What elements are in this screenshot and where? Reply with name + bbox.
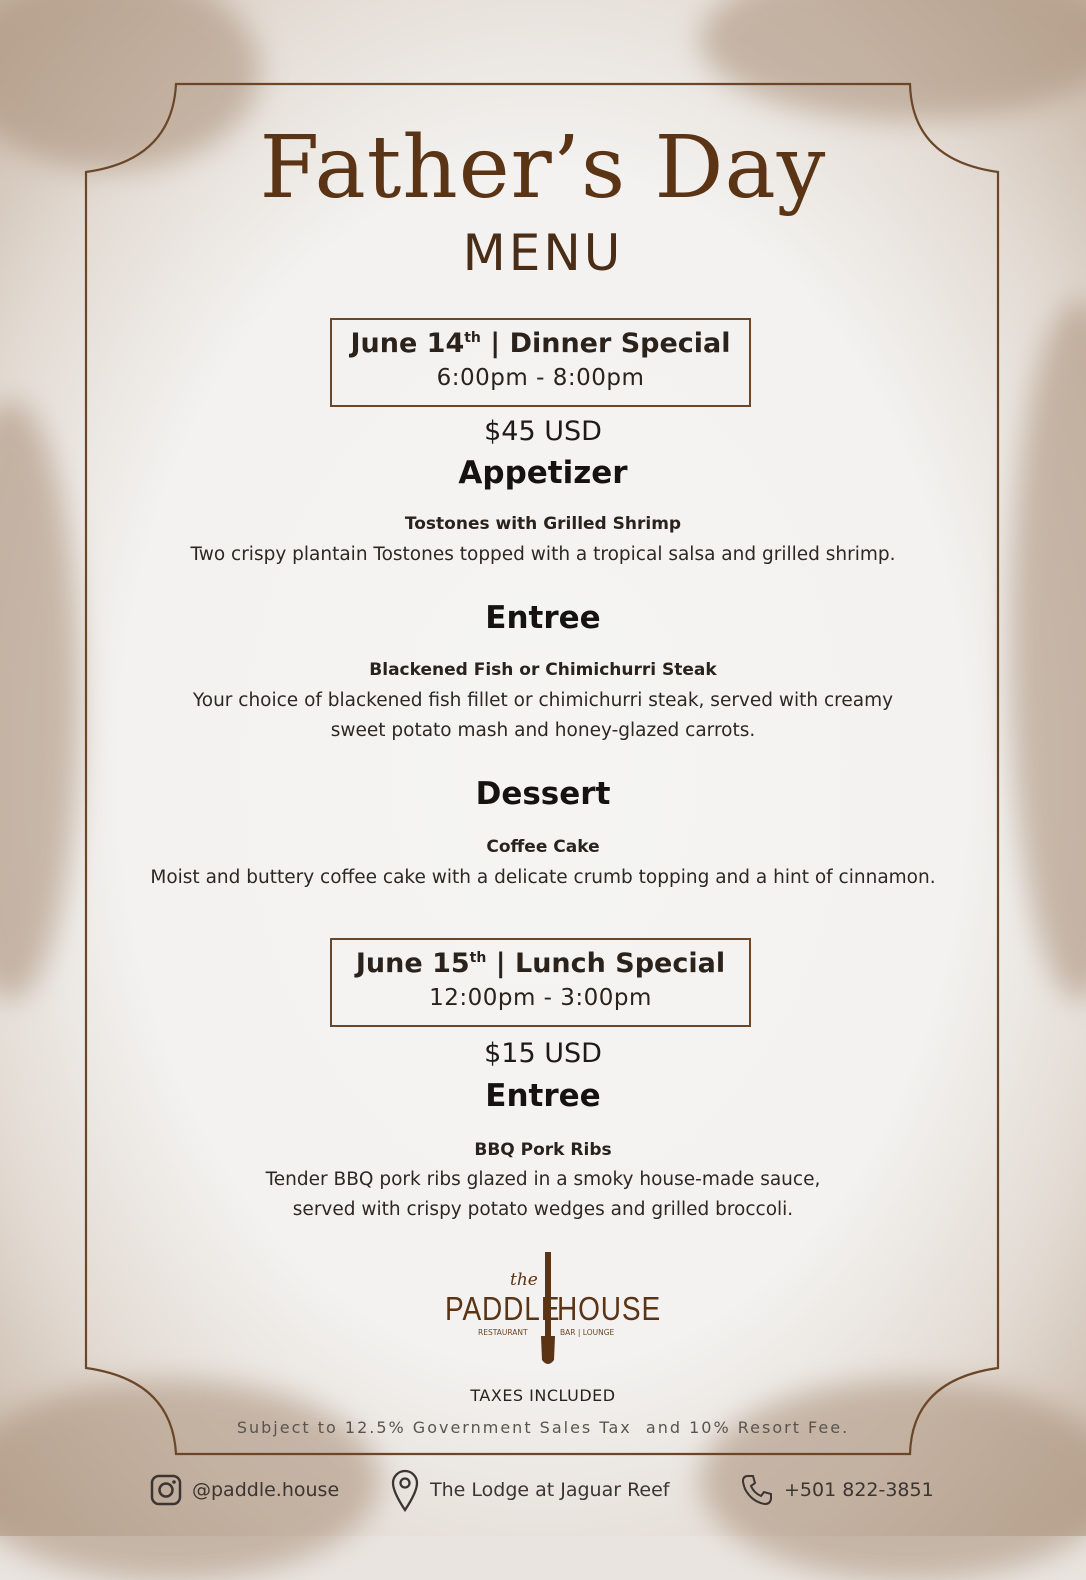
lunch-time: 12:00pm - 3:00pm: [429, 985, 652, 1011]
lunch-heading: June 15th | Lunch Special: [355, 948, 726, 979]
logo-the: the: [510, 1270, 538, 1290]
logo-paddle: PADDLE: [445, 1290, 561, 1327]
lunch-special-box: [330, 938, 751, 1027]
course-heading-dessert: Dessert: [475, 776, 611, 812]
dinner-price: $45 USD: [484, 416, 602, 447]
page-title: Father’s Day: [259, 118, 827, 218]
course-heading-entree: Entree: [485, 600, 601, 636]
phone-icon: [740, 1473, 774, 1507]
logo-house: HOUSE: [557, 1290, 662, 1327]
map-pin-icon: [390, 1468, 420, 1512]
logo-tag-restaurant: RESTAURANT: [478, 1328, 528, 1337]
tax-note: Subject to 12.5% Government Sales Tax and 10% Resort Fee.: [236, 1418, 850, 1437]
footer-phone[interactable]: [740, 1470, 934, 1510]
dish-name-tostones: Tostones with Grilled Shrimp: [404, 514, 682, 534]
course-heading-appetizer: Appetizer: [458, 455, 628, 491]
dinner-special-box: [330, 318, 751, 407]
dish-name-bbq-ribs: BBQ Pork Ribs: [474, 1140, 612, 1160]
dish-description: sweet potato mash and honey-glazed carrots.: [330, 720, 756, 741]
location-text: The Lodge at Jaguar Reef: [430, 1479, 670, 1501]
dish-description: Two crispy plantain Tostones topped with a tropical salsa and grilled shrimp.: [190, 544, 896, 565]
footer-instagram[interactable]: [150, 1470, 339, 1510]
dinner-heading: June 14th | Dinner Special: [350, 328, 731, 359]
instagram-handle: @paddle.house: [192, 1479, 340, 1501]
instagram-icon: [150, 1474, 182, 1506]
dish-description: served with crispy potato wedges and grilled broccoli.: [292, 1199, 794, 1220]
dish-description: Tender BBQ pork ribs glazed in a smoky house-made sauce,: [265, 1169, 821, 1190]
dish-description: Your choice of blackened fish fillet or chimichurri steak, served with creamy: [192, 690, 894, 711]
dinner-time: 6:00pm - 8:00pm: [436, 365, 645, 391]
dish-description: Moist and buttery coffee cake with a delicate crumb topping and a hint of cinnamon.: [150, 867, 936, 888]
paddle-house-logo: [440, 1250, 662, 1370]
page-subtitle: MENU: [462, 224, 624, 282]
dish-name-coffee-cake: Coffee Cake: [486, 837, 600, 857]
lunch-price: $15 USD: [484, 1038, 602, 1069]
phone-number: +501 822-3851: [784, 1479, 934, 1501]
taxes-included-label: TAXES INCLUDED: [470, 1386, 616, 1405]
logo-tag-bar-lounge: BAR | LOUNGE: [560, 1328, 615, 1337]
dish-name-fish-steak: Blackened Fish or Chimichurri Steak: [369, 660, 717, 680]
footer-location[interactable]: [390, 1470, 670, 1510]
course-heading-entree: Entree: [485, 1078, 601, 1114]
